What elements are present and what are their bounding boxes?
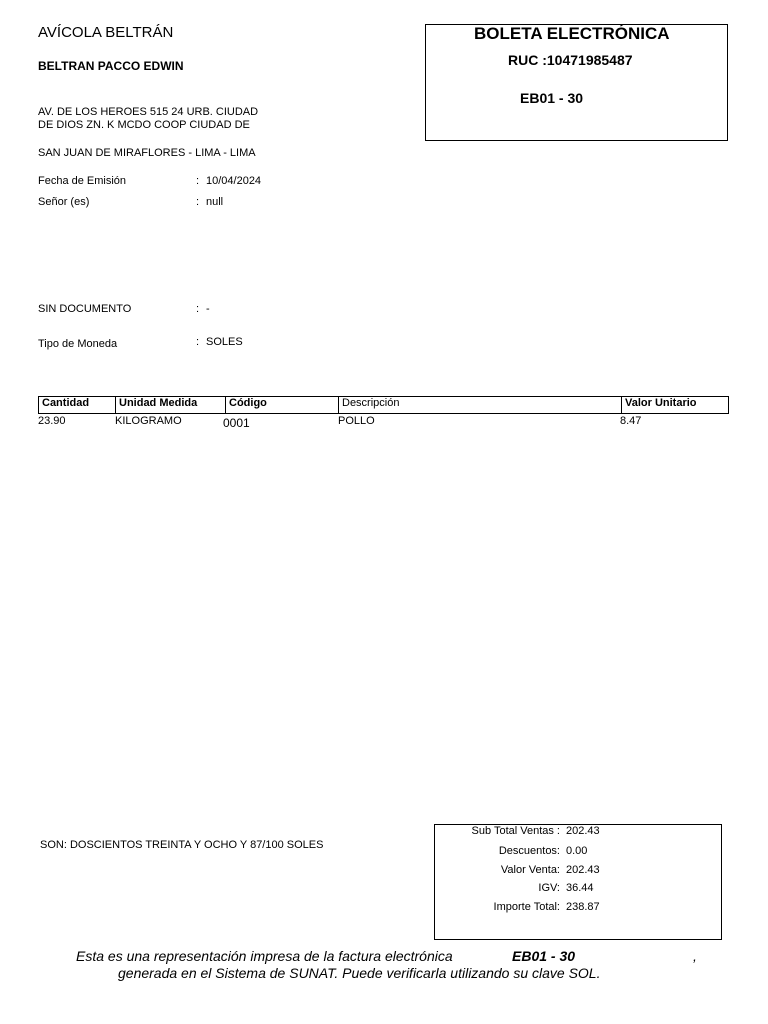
- row-quantity: 23.90: [38, 415, 66, 427]
- amount-in-words: SON: DOSCIENTOS TREINTA Y OCHO Y 87/100 SOLES: [40, 839, 324, 851]
- currency-value: SOLES: [206, 336, 243, 348]
- discounts-value: 0.00: [566, 845, 588, 857]
- address-line-3: SAN JUAN DE MIRAFLORES - LIMA - LIMA: [38, 147, 256, 159]
- footer-series: EB01 - 30: [512, 948, 576, 964]
- company-trade-name: AVÍCOLA BELTRÁN: [38, 24, 174, 41]
- customer-colon: :: [196, 196, 200, 208]
- address-line-1: AV. DE LOS HEROES 515 24 URB. CIUDAD: [38, 106, 259, 118]
- igv-label: IGV:: [538, 882, 560, 894]
- sale-value-label: Valor Venta:: [500, 864, 560, 876]
- customer-label: Señor (es): [38, 196, 90, 208]
- document-colon: :: [196, 303, 200, 315]
- issue-date-value: 10/04/2024: [206, 175, 262, 187]
- footer-line-1: Esta es una representación impresa de la factura electrónica: [76, 948, 453, 964]
- issue-date-label: Fecha de Emisión: [38, 175, 127, 187]
- total-value: 238.87: [566, 901, 600, 913]
- header-description: Descripción: [338, 397, 621, 413]
- currency-label: Tipo de Moneda: [38, 338, 118, 350]
- document-series: EB01 - 30: [520, 90, 584, 106]
- company-owner-name: BELTRAN PACCO EDWIN: [38, 59, 184, 73]
- header-quantity: Cantidad: [42, 397, 90, 409]
- sale-value-value: 202.43: [566, 864, 600, 876]
- row-description: POLLO: [338, 415, 375, 427]
- document-value: -: [206, 303, 210, 315]
- row-code: 0001: [223, 416, 250, 430]
- ruc-number: RUC :10471985487: [508, 52, 633, 68]
- header-unit: Unidad Medida: [115, 397, 225, 413]
- total-label: Importe Total:: [493, 901, 560, 913]
- footer-comma: ,: [693, 948, 697, 964]
- igv-value: 36.44: [566, 882, 594, 894]
- document-title: BOLETA ELECTRÓNICA: [474, 24, 670, 43]
- currency-colon: :: [196, 336, 200, 348]
- subtotal-value: 202.43: [566, 825, 600, 837]
- items-table-header: [38, 396, 729, 414]
- row-unit-value: 8.47: [620, 415, 642, 427]
- address-line-2: DE DIOS ZN. K MCDO COOP CIUDAD DE: [38, 119, 250, 131]
- row-unit: KILOGRAMO: [115, 415, 182, 427]
- document-label: SIN DOCUMENTO: [38, 303, 132, 315]
- header-unit-value: Valor Unitario: [621, 397, 728, 413]
- issue-date-colon: :: [196, 175, 200, 187]
- discounts-label: Descuentos:: [498, 845, 560, 857]
- footer-line-2: generada en el Sistema de SUNAT. Puede verificarla utilizando su clave SOL.: [118, 965, 601, 981]
- header-code: Código: [225, 397, 338, 413]
- subtotal-label: Sub Total Ventas :: [471, 825, 560, 837]
- customer-value: null: [206, 196, 224, 208]
